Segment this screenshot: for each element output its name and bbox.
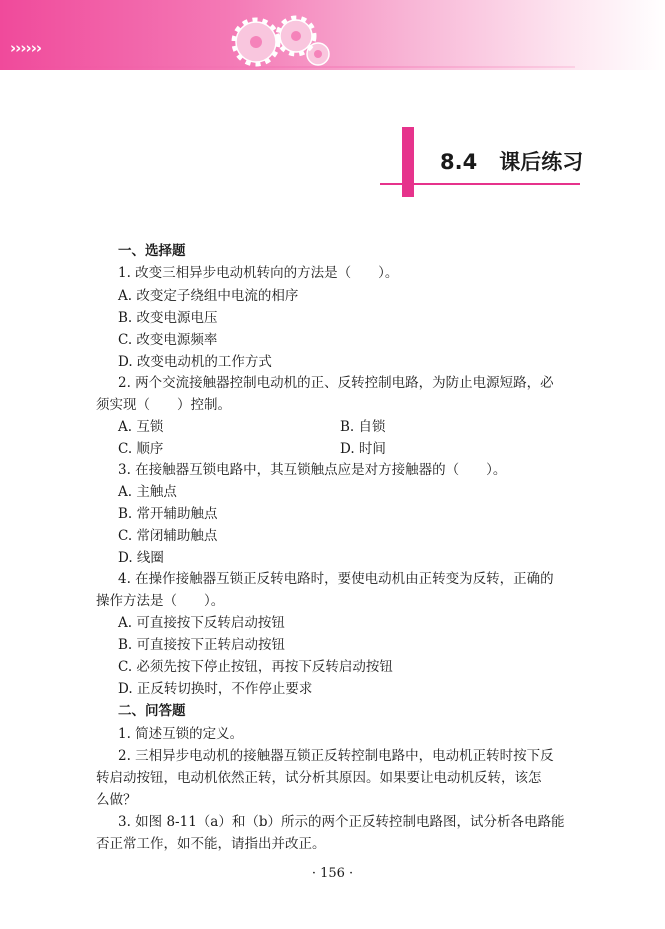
q3-option-b: B. 常开辅助触点: [118, 506, 218, 522]
q4-option-c: C. 必须先按下停止按钮，再按下反转启动按钮: [118, 659, 393, 675]
q1-option-c: C. 改变电源频率: [118, 332, 218, 348]
q2-option-b: B. 自锁: [340, 419, 386, 435]
q1-stem: 1. 改变三相异步电动机转向的方法是（ ）。: [118, 265, 399, 281]
section-number: 8.4: [440, 150, 478, 174]
q1-option-d: D. 改变电动机的工作方式: [118, 354, 272, 370]
p2-q3-line1: 3. 如图 8-11（a）和（b）所示的两个正反转控制电路图，试分析各电路能: [118, 814, 565, 830]
section-title: [440, 146, 583, 176]
q3-option-a: A. 主触点: [118, 484, 177, 500]
q4-stem-line2: 操作方法是（ ）。: [96, 593, 225, 609]
q2-option-d: D. 时间: [340, 441, 386, 457]
q2-stem-line2: 须实现（ ）控制。: [96, 397, 231, 413]
q4-option-d: D. 正反转切换时，不作停止要求: [118, 681, 313, 697]
q2-option-a: A. 互锁: [118, 419, 164, 435]
q4-stem-line1: 4. 在操作接触器互锁正反转电路时，要使电动机由正转变为反转，正确的: [118, 571, 554, 587]
q3-option-c: C. 常闭辅助触点: [118, 528, 218, 544]
q2-stem-line1: 2. 两个交流接触器控制电动机的正、反转控制电路，为防止电源短路，必: [118, 375, 554, 391]
q4-option-b: B. 可直接按下正转启动按钮: [118, 637, 286, 653]
p2-q1: 1. 简述互锁的定义。: [118, 726, 244, 742]
p2-q2-line3: 么做？: [96, 792, 137, 808]
p2-q3-line2: 否正常工作，如不能，请指出并改正。: [96, 836, 326, 852]
q1-option-b: B. 改变电源电压: [118, 310, 218, 326]
heading-choice: 一、选择题: [118, 243, 186, 259]
title-underline: [380, 183, 580, 185]
section-marker: [402, 127, 414, 197]
q3-option-d: D. 线圈: [118, 550, 164, 566]
q3-stem: 3. 在接触器互锁电路中，其互锁触点应是对方接触器的（ ）。: [118, 462, 507, 478]
p2-q2-line2: 转启动按钮，电动机依然正转，试分析其原因。如果要让电动机反转，该怎: [96, 770, 542, 786]
q4-option-a: A. 可直接按下反转启动按钮: [118, 615, 285, 631]
section-title-text: 课后练习: [499, 150, 584, 174]
gears-icon: [218, 8, 338, 72]
chevrons-icon: ››››››: [10, 39, 42, 57]
q2-option-c: C. 顺序: [118, 441, 164, 457]
q1-option-a: A. 改变定子绕组中电流的相序: [118, 288, 299, 304]
p2-q2-line1: 2. 三相异步电动机的接触器互锁正反转控制电路中，电动机正转时按下反: [118, 748, 554, 764]
heading-questions: 二、问答题: [118, 703, 186, 719]
page-number: · 156 ·: [311, 866, 354, 881]
